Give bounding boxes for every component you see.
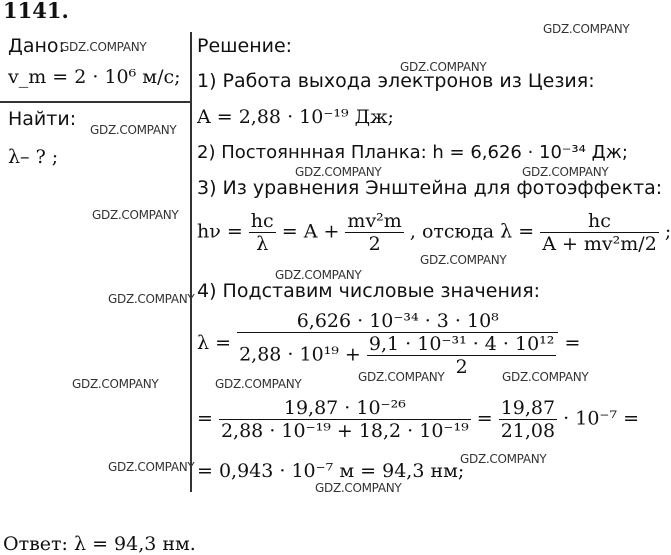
fraction-numerator: 19,87	[500, 397, 556, 419]
step-4: 4) Подставим числовые значения:	[197, 280, 541, 302]
fraction-result	[499, 397, 557, 442]
step-3: 3) Из уравнения Энштейна для фотоэффекта:	[197, 177, 663, 199]
watermark: GDZ.COMPANY	[358, 370, 445, 384]
given-header: Дано:	[8, 35, 65, 57]
watermark: GDZ.COMPANY	[92, 208, 179, 222]
watermark: GDZ.COMPANY	[215, 377, 302, 391]
fraction-hc-lambda	[249, 210, 276, 255]
calc-line-1	[197, 310, 580, 378]
fraction-numerator: hc	[588, 210, 611, 232]
answer: Ответ: λ = 94,3 нм.	[3, 533, 196, 555]
horizontal-divider	[0, 101, 190, 103]
watermark: GDZ.COMPANY	[522, 165, 609, 179]
watermark: GDZ.COMPANY	[72, 377, 159, 391]
einstein-end: ;	[664, 220, 671, 243]
watermark: GDZ.COMPANY	[400, 60, 487, 74]
einstein-lhs: hν =	[197, 220, 243, 243]
problem-number: 1141.	[3, 0, 69, 23]
fraction-denominator: A + mv²m/2	[542, 233, 657, 255]
fraction-numerator: 6,626 · 10⁻³⁴ · 3 · 10⁸	[296, 310, 499, 332]
watermark: GDZ.COMPANY	[108, 292, 195, 306]
calc-line-2	[197, 397, 639, 442]
watermark: GDZ.COMPANY	[295, 165, 382, 179]
vertical-divider	[190, 32, 192, 492]
find-unknown: λ– ? ;	[8, 146, 59, 168]
step-1-value: A = 2,88 · 10⁻¹⁹ Дж;	[197, 106, 394, 128]
calc-line-3: = 0,943 · 10⁻⁷ м = 94,3 нм;	[197, 460, 465, 482]
calc1-end: =	[564, 332, 581, 354]
calc2-eq: =	[476, 407, 493, 430]
watermark: GDZ.COMPANY	[90, 123, 177, 137]
fraction-denominator: λ	[249, 232, 276, 255]
fraction-denominator: 21,08	[500, 420, 556, 442]
einstein-then: , отсюда λ =	[409, 220, 535, 243]
find-header: Найти:	[8, 108, 77, 130]
watermark: GDZ.COMPANY	[502, 370, 589, 384]
calc2-lhs: =	[197, 407, 213, 430]
fraction-kinetic	[345, 210, 403, 255]
calc2-tail: · 10⁻⁷ =	[563, 407, 640, 430]
watermark: GDZ.COMPANY	[543, 22, 630, 36]
fraction-denominator: 2,88 · 10⁻¹⁹ + 18,2 · 10⁻¹⁹	[220, 420, 469, 442]
watermark: GDZ.COMPANY	[460, 452, 547, 466]
given-speed: v_m = 2 · 10⁶ м/с;	[8, 66, 181, 88]
watermark: GDZ.COMPANY	[420, 253, 507, 267]
fraction-denominator: 2	[345, 232, 403, 255]
solution-header: Решение:	[197, 35, 293, 57]
step-1: 1) Работа выхода электронов из Цезия:	[197, 70, 595, 92]
watermark: GDZ.COMPANY	[60, 40, 147, 54]
watermark: GDZ.COMPANY	[275, 268, 362, 282]
step-2: 2) Постояннная Планка: h = 6,626 · 10⁻³⁴ Дж;	[197, 142, 628, 163]
den-part-a: 2,88 · 10¹⁹ +	[239, 343, 361, 366]
fraction-numerator: mv²m	[347, 210, 402, 232]
fraction-numerator: hc	[250, 210, 274, 232]
fraction-numerator: 19,87 · 10⁻²⁶	[283, 397, 406, 419]
fraction-main	[219, 397, 471, 442]
watermark: GDZ.COMPANY	[108, 460, 195, 474]
calc1-lhs: λ =	[197, 332, 232, 354]
fraction-big	[237, 310, 558, 378]
fraction-denominator: 2	[367, 355, 557, 378]
einstein-equation	[197, 210, 671, 255]
watermark: GDZ.COMPANY	[315, 481, 402, 495]
fraction-numerator: 9,1 · 10⁻³¹ · 4 · 10¹²	[368, 333, 555, 355]
einstein-mid: = A +	[281, 220, 340, 243]
fraction-lambda	[540, 210, 659, 255]
